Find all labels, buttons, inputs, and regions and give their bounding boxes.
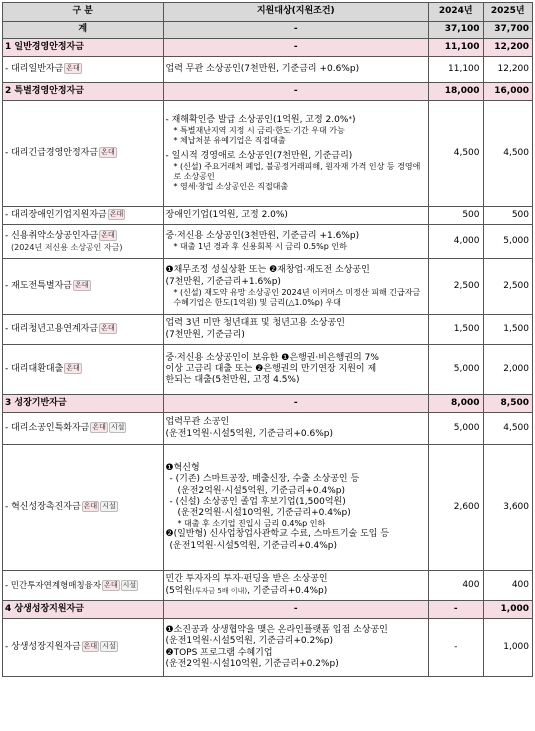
header-2024: 2024년 <box>429 3 484 22</box>
header-2025: 2025년 <box>483 3 533 22</box>
facility-tag: 시설 <box>102 502 116 511</box>
row-label: - 대리대환대출 온대 <box>3 345 164 395</box>
row-cond: ❶채무조정 성실상환 또는 ❷재창업·재도전 소상공인 (7천만원, 기준금리+1.6%p) * (신설) 재도약 유망 소상공인 2024년 이커머스 미정산 피해 긴급자금 수혜기업은 한도(1억원) 및 금리(△1.0%p) 우대 <box>163 259 429 315</box>
section-cond: - <box>163 601 429 619</box>
section-row <box>3 395 533 413</box>
operation-tag: 온대 <box>109 210 124 219</box>
row-label: - 혁신성장촉진자금 온대 시설 <box>3 445 164 571</box>
row-label: - 대리청년고용연계자금 온대 <box>3 315 164 345</box>
total-cond: - <box>163 22 429 39</box>
row-cond: - 재해확인증 발급 소상공인(1억원, 고정 2.0%*) * 특별재난지역 지정 시 금리·한도·기간 우대 가능 * 체납처분 유예기업은 직접대출 - 일시적 경영애로 소상공인(7천만원, 기준금리) * (신설) 주요거래처 폐업, 불공정거래피해, 원자재 가격 인상 등 경영애로 소상공인 * 영세·창업 소상공인은 직접대출 <box>163 101 429 207</box>
operation-tag: 온대 <box>101 148 115 157</box>
operation-tag: 온대 <box>104 580 118 589</box>
facility-tag: 시설 <box>122 580 137 589</box>
row-2024: 5,000 <box>429 345 484 395</box>
row-label: - 상생성장지원자금 온대 시설 <box>3 619 164 677</box>
table-row <box>3 207 533 225</box>
section-label: 2 특별경영안정자금 <box>3 83 164 101</box>
row-2025: 1,500 <box>483 315 533 345</box>
section-label: 3 성장기반자금 <box>3 395 164 413</box>
row-cond: 업력무관 소공인 (운전1억원·시설5억원, 기준금리+0.6%p) <box>163 413 429 445</box>
operation-tag: 온대 <box>83 502 98 511</box>
total-2024: 37,100 <box>429 22 484 39</box>
row-cond: 장애인기업(1억원, 고정 2.0%) <box>163 207 429 225</box>
facility-tag: 시설 <box>102 642 116 651</box>
section-2025: 12,200 <box>483 39 533 57</box>
row-2025: 400 <box>483 571 533 601</box>
header-category: 구 분 <box>3 3 164 22</box>
row-label: - 대리일반자금 온대 <box>3 57 164 83</box>
operation-tag: 온대 <box>66 364 80 373</box>
section-2024: 11,100 <box>429 39 484 57</box>
row-2025: 5,000 <box>483 225 533 259</box>
section-2025: 16,000 <box>483 83 533 101</box>
row-cond: 중·저신용 소상공인(3천만원, 기준금리 +1.6%p) * 대출 1년 경과 후 신용회복 시 금리 0.5%p 인하 <box>163 225 429 259</box>
operation-tag: 온대 <box>101 231 115 240</box>
row-label: - 민간투자연계형매칭융자 온대 시설 <box>3 571 164 601</box>
table-row <box>3 315 533 345</box>
row-label: - 재도전특별자금 온대 <box>3 259 164 315</box>
row-label: - 신용취약소상공인자금 온대 (2024년 저신용 소상공인 자금) <box>3 225 164 259</box>
row-2025: 2,000 <box>483 345 533 395</box>
section-2025: 8,500 <box>483 395 533 413</box>
row-cond: 업력 3년 미만 청년대표 및 청년고용 소상공인 (7천만원, 기준금리) <box>163 315 429 345</box>
header-target: 지원대상(지원조건) <box>163 3 429 22</box>
row-2024: 400 <box>429 571 484 601</box>
operation-tag: 온대 <box>74 281 89 290</box>
table-row <box>3 571 533 601</box>
row-cond: ❶소진공과 상생협약을 맺은 온라인플랫폼 입점 소상공인 (운전1억원·시설5억원, 기준금리+0.2%p) ❷TOPS 프로그램 수혜기업 (운전2억원·시설10억원, 기준금리+0.2%p) <box>163 619 429 677</box>
fund-table <box>2 2 533 677</box>
section-2024: - <box>429 601 484 619</box>
section-cond: - <box>163 395 429 413</box>
section-2024: 18,000 <box>429 83 484 101</box>
operation-tag: 온대 <box>101 324 115 333</box>
operation-tag: 온대 <box>66 64 80 73</box>
operation-tag: 온대 <box>92 423 106 432</box>
row-2024: 4,000 <box>429 225 484 259</box>
section-row <box>3 601 533 619</box>
table-row <box>3 101 533 207</box>
row-cond: 민간 투자자의 투자·펀딩을 받은 소상공인 (5억원(투자금 5배 이내), 기준금리+0.4%p) <box>163 571 429 601</box>
row-2024: 500 <box>429 207 484 225</box>
row-2025: 3,600 <box>483 445 533 571</box>
section-cond: - <box>163 83 429 101</box>
table-row <box>3 413 533 445</box>
total-2025: 37,700 <box>483 22 533 39</box>
section-label: 4 상생성장지원자금 <box>3 601 164 619</box>
facility-tag: 시설 <box>110 423 125 432</box>
row-2025: 500 <box>483 207 533 225</box>
header-row <box>3 3 533 22</box>
row-cond: 업력 무관 소상공인(7천만원, 기준금리 +0.6%p) <box>163 57 429 83</box>
row-2025: 1,000 <box>483 619 533 677</box>
section-2025: 1,000 <box>483 601 533 619</box>
section-row <box>3 39 533 57</box>
row-cond: ❶혁신형 - (기존) 스마트공장, 매출신장, 수출 소상공인 등 (운전2억원·시설5억원, 기준금리+0.4%p) - (신설) 소상공인 졸업 후보기업(1,500억원) (운전2억원·시설10억원, 기준금리+0.4%p) * 대출 후 소기업 진입시 금리 0.4%p 인하 ❷(일반형) 신사업창업사관학교 수료, 스마트기술 도입 등 (운전1억원·시설5억원, 기준금리+0.4%p) <box>163 445 429 571</box>
operation-tag: 온대 <box>83 642 98 651</box>
table-row <box>3 445 533 571</box>
table-row <box>3 225 533 259</box>
table-row <box>3 345 533 395</box>
row-2024: 5,000 <box>429 413 484 445</box>
row-2024: 2,600 <box>429 445 484 571</box>
section-2024: 8,000 <box>429 395 484 413</box>
row-label: - 대리장애인기업지원자금 온대 <box>3 207 164 225</box>
section-row <box>3 83 533 101</box>
row-2025: 4,500 <box>483 101 533 207</box>
row-2024: 11,100 <box>429 57 484 83</box>
table-row <box>3 259 533 315</box>
row-label: - 대리긴급경영안정자금 온대 <box>3 101 164 207</box>
table-row <box>3 619 533 677</box>
table-row <box>3 57 533 83</box>
row-2024: 4,500 <box>429 101 484 207</box>
row-cond: 중·저신용 소상공인이 보유한 ❶은행권·비은행권의 7% 이상 고금리 대출 또는 ❷은행권의 만기연장 지원이 제 한되는 대출(5천만원, 고정 4.5%) <box>163 345 429 395</box>
row-2025: 4,500 <box>483 413 533 445</box>
row-label: - 대리소공인특화자금 온대 시설 <box>3 413 164 445</box>
row-2025: 2,500 <box>483 259 533 315</box>
row-2025: 12,200 <box>483 57 533 83</box>
row-2024: 2,500 <box>429 259 484 315</box>
row-2024: 1,500 <box>429 315 484 345</box>
total-row <box>3 22 533 39</box>
row-2024: - <box>429 619 484 677</box>
total-label: 계 <box>3 22 164 39</box>
section-cond: - <box>163 39 429 57</box>
section-label: 1 일반경영안정자금 <box>3 39 164 57</box>
